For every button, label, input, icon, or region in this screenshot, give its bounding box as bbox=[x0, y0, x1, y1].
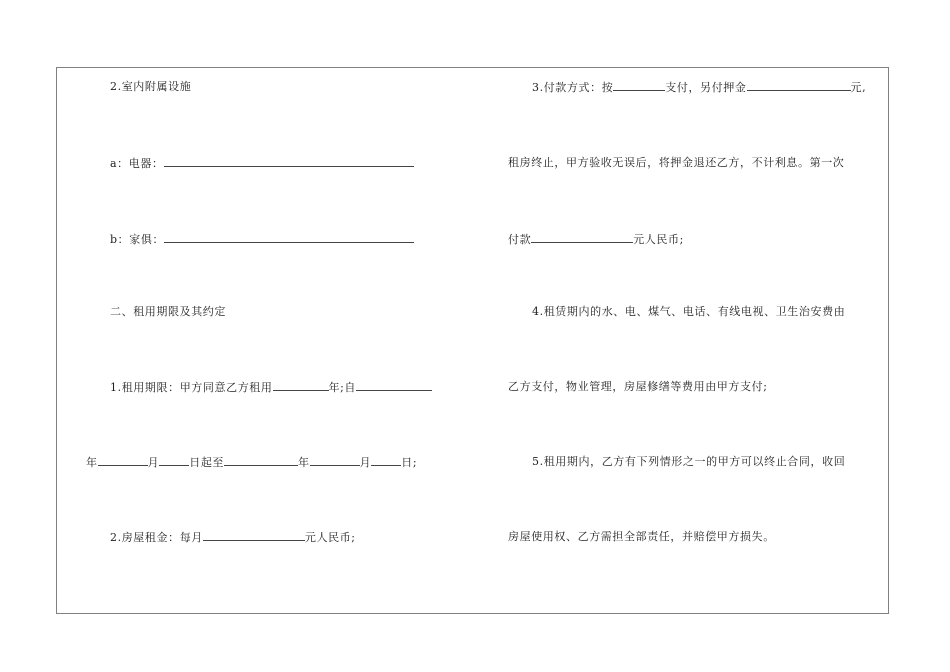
date-day-end-label: 日; bbox=[401, 456, 418, 469]
date-year2-label: 年 bbox=[298, 456, 310, 469]
first-payment-suffix: 元人民币; bbox=[633, 233, 684, 246]
end-day-blank[interactable] bbox=[371, 455, 401, 466]
first-payment-line bbox=[508, 232, 684, 247]
termination-text: 5.租用期内，乙方有下列情形之一的甲方可以终止合同，收回 bbox=[532, 455, 846, 468]
end-year-blank[interactable] bbox=[224, 455, 298, 466]
term-prefix: 1.租用期限：甲方同意乙方租用 bbox=[110, 381, 273, 394]
term-year-label: 年;自 bbox=[328, 381, 357, 394]
date-month2-label: 月 bbox=[359, 456, 372, 469]
first-payment-prefix: 付款 bbox=[508, 233, 532, 246]
start-day-blank[interactable] bbox=[159, 455, 189, 466]
furniture-line bbox=[110, 232, 414, 247]
payment-mid: 支付，另付押金 bbox=[665, 81, 747, 94]
rent-amount-blank[interactable] bbox=[203, 530, 305, 541]
start-year-blank[interactable] bbox=[356, 380, 432, 391]
appliances-label: a：电器： bbox=[110, 157, 164, 170]
date-day-start-label: 日起至 bbox=[189, 456, 225, 469]
date-year1-label: 年 bbox=[86, 456, 98, 469]
rent-prefix: 2.房屋租金：每月 bbox=[110, 531, 203, 544]
payment-line bbox=[532, 80, 866, 95]
date-range-line bbox=[86, 455, 417, 470]
rent-suffix: 元人民币; bbox=[304, 531, 356, 544]
termination-text-continued: 房屋使用权、乙方需担全部责任，并赔偿甲方损失。 bbox=[508, 530, 775, 543]
term-line bbox=[110, 380, 432, 395]
payment-prefix: 3.付款方式：按 bbox=[532, 81, 614, 94]
appliances-blank[interactable] bbox=[164, 156, 414, 167]
first-payment-blank[interactable] bbox=[531, 232, 633, 243]
payment-method-blank[interactable] bbox=[613, 80, 665, 91]
end-month-blank[interactable] bbox=[310, 455, 360, 466]
payment-suffix: 元, bbox=[850, 81, 867, 94]
term-years-blank[interactable] bbox=[273, 380, 329, 391]
date-month1-label: 月 bbox=[147, 456, 160, 469]
appliances-line bbox=[110, 156, 414, 171]
furniture-label: b：家俱： bbox=[110, 233, 165, 246]
section2-title: 二、租用期限及其约定 bbox=[110, 305, 226, 318]
utilities-text: 4.租赁期内的水、电、煤气、电话、有线电视、卫生治安费由 bbox=[532, 305, 846, 318]
deposit-amount-blank[interactable] bbox=[747, 80, 851, 91]
rent-line bbox=[110, 530, 356, 545]
utilities-text-continued: 乙方支付，物业管理，房屋修缮等费用由甲方支付; bbox=[508, 380, 768, 393]
furniture-blank[interactable] bbox=[164, 232, 414, 243]
facilities-title: 2.室内附属设施 bbox=[110, 80, 192, 93]
start-month-blank[interactable] bbox=[98, 455, 148, 466]
deposit-text: 租房终止，甲方验收无误后，将押金退还乙方，不计利息。第一次 bbox=[508, 156, 845, 169]
